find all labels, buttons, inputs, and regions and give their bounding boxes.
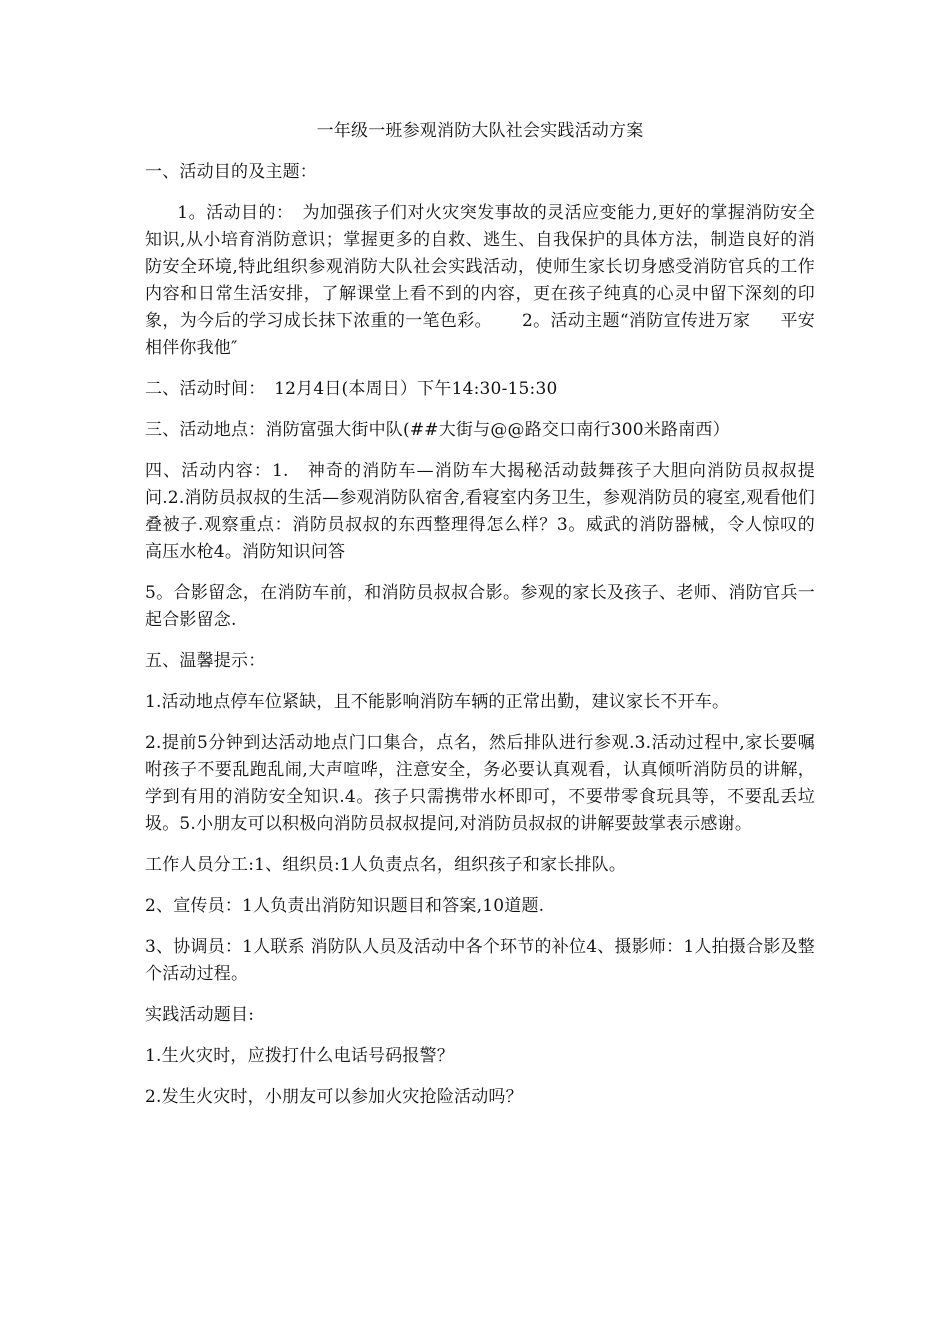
document-body bbox=[145, 118, 815, 1125]
staff-assignment-3: 3、协调员：1人联系 消防队人员及活动中各个环节的补位4、摄影师：1人拍摄合影及整个活动过程。 bbox=[145, 937, 815, 984]
staff-assignment-1: 工作人员分工:1、组织员:1人负责点名，组织孩子和家长排队。 bbox=[145, 855, 627, 875]
section1-purpose: 1。活动目的： 为加强孩子们对火灾突发事故的灵活应变能力,更好的掌握消防安全知识,从小培育消防意识；掌握更多的自救、逃生、自我保护的具体方法，制造良好的消防安全环境,特此组织参观消防大队社会实践活动，使师生家长切身感受消防官兵的工作内容和日常生活安排，了解课堂上看不到的内容，更在孩子纯真的心灵中留下深刻的印象，为今后的学习成长抹下浓重的一笔色彩。 bbox=[145, 203, 815, 331]
section1-theme-part1: 2。活动主题“消防宣传进万家 bbox=[521, 311, 751, 331]
quiz-question-1: 1.生火灾时，应拨打什么电话号码报警？ bbox=[145, 1046, 455, 1066]
section1-theme-part2: 平安相伴你我他″ bbox=[145, 311, 816, 358]
tip-2: 2.提前5分钟到达活动地点门口集合，点名，然后排队进行参观.3.活动过程中,家长要嘱咐孩子不要乱跑乱闹,大声喧哗，注意安全，务必要认真观看，认真倾听消防员的讲解，学到有用的消防安全知识.4。孩子只需携带水杯即可，不要带零食玩具等，不要乱丢垃圾。5.小朋友可以积极向消防员叔叔提问,对消防员叔叔的讲解要鼓掌表示感谢。 bbox=[145, 733, 815, 834]
section4-item5: 5。合影留念，在消防车前，和消防员叔叔合影。参观的家长及孩子、老师、消防官兵一起合影留念. bbox=[145, 583, 815, 630]
document-title: 一年级一班参观消防大队社会实践活动方案 bbox=[316, 121, 644, 141]
quiz-question-2: 2.发生火灾时，小朋友可以参加火灾抢险活动吗？ bbox=[145, 1087, 523, 1107]
section3-location: 三、活动地点：消防富强大街中队(##大街与@@路交口南行300米路南西） bbox=[145, 420, 730, 440]
section2-time: 二、活动时间： 12月4日(本周日）下午14:30-15:30 bbox=[145, 379, 558, 399]
section5-heading: 五、温馨提示： bbox=[145, 651, 266, 671]
section1-paragraph bbox=[145, 200, 815, 362]
quiz-heading: 实践活动题目: bbox=[145, 1005, 255, 1025]
tip-1: 1.活动地点停车位紧缺，且不能影响消防车辆的正常出勤，建议家长不开车。 bbox=[145, 692, 730, 712]
staff-assignment-2: 2、宣传员：1人负责出消防知识题目和答案,10道题. bbox=[145, 896, 545, 916]
section4-content: 四、活动内容：1. 神奇的消防车—消防车大揭秘活动鼓舞孩子大胆向消防员叔叔提问.2.消防员叔叔的生活—参观消防队宿舍,看寝室内务卫生，参观消防员的寝室,观看他们叠被子.观察重点：消防员叔叔的东西整理得怎么样？3。威武的消防器械，令人惊叹的高压水枪4。消防知识问答 bbox=[145, 461, 815, 562]
section1-heading: 一、活动目的及主题： bbox=[145, 162, 317, 182]
